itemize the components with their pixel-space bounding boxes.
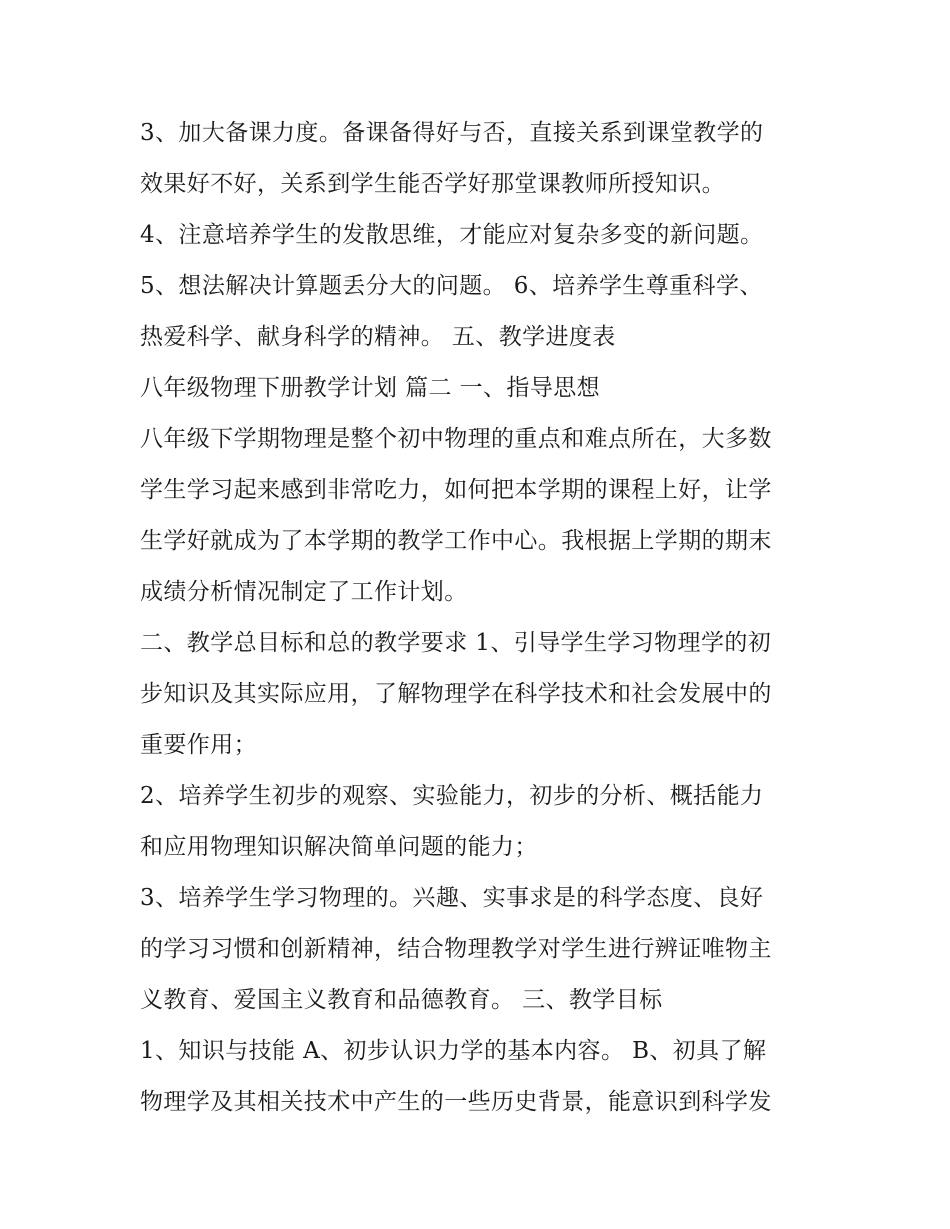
text-line: 3、培养学生学习物理的。兴趣、实事求是的科学态度、良好 xyxy=(140,885,764,911)
text-line: 步知识及其实际应用，了解物理学在科学技术和社会发展中的 xyxy=(140,681,772,707)
text-line: 二、教学总目标和总的教学要求 1、引导学生学习物理学的初 xyxy=(140,630,772,656)
text-line: 八年级下学期物理是整个初中物理的重点和难点所在，大多数 xyxy=(140,426,772,452)
text-line: 5、想法解决计算题丢分大的问题。 6、培养学生尊重科学、 xyxy=(140,273,763,299)
text-line: 物理学及其相关技术中产生的一些历史背景，能意识到科学发 xyxy=(140,1089,772,1115)
text-line: 生学好就成为了本学期的教学工作中心。我根据上学期的期末 xyxy=(140,528,772,554)
text-line: 热爱科学、献身科学的精神。 五、教学进度表 xyxy=(140,324,616,350)
text-line: 1、知识与技能 A、初步认识力学的基本内容。 B、初具了解 xyxy=(140,1038,767,1064)
text-line: 和应用物理知识解决简单问题的能力； xyxy=(140,834,538,860)
text-line: 4、注意培养学生的发散思维，才能应对复杂多变的新问题。 xyxy=(140,222,764,248)
text-line: 3、加大备课力度。备课备得好与否，直接关系到课堂教学的 xyxy=(140,120,764,146)
text-line: 学生学习起来感到非常吃力，如何把本学期的课程上好，让学 xyxy=(140,477,772,503)
section-heading-line: 八年级物理下册教学计划 篇二 一、指导思想 xyxy=(140,375,601,401)
text-line: 重要作用； xyxy=(140,732,257,758)
text-line: 2、培养学生初步的观察、实验能力，初步的分析、概括能力 xyxy=(140,783,764,809)
text-line: 的学习习惯和创新精神，结合物理教学对学生进行辨证唯物主 xyxy=(140,936,772,962)
document-body xyxy=(140,108,830,1128)
text-line: 义教育、爱国主义教育和品德教育。 三、教学目标 xyxy=(140,987,663,1013)
text-line: 效果好不好，关系到学生能否学好那堂课教师所授知识。 xyxy=(140,171,725,197)
text-line: 成绩分析情况制定了工作计划。 xyxy=(140,579,468,605)
